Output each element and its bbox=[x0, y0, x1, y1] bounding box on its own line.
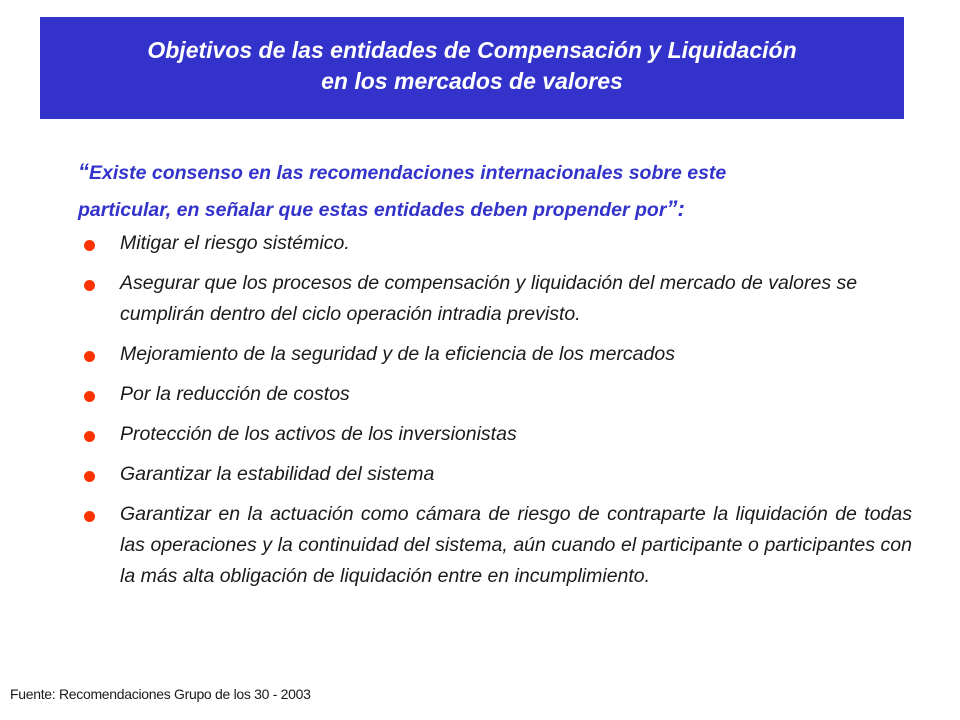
list-item bbox=[84, 339, 912, 370]
list-item-text: Por la reducción de costos bbox=[120, 383, 350, 405]
source-footnote: Fuente: Recomendaciones Grupo de los 30 - 2003 bbox=[10, 686, 311, 702]
intro-quote bbox=[78, 154, 878, 228]
bullet-dot-icon bbox=[84, 391, 95, 402]
list-item bbox=[84, 379, 912, 410]
title-line-2: en los mercados de valores bbox=[321, 68, 623, 94]
list-item-text: Protección de los activos de los inversionistas bbox=[120, 423, 517, 445]
intro-line-2 bbox=[78, 191, 878, 228]
bullet-dot-icon bbox=[84, 471, 95, 482]
objectives-list bbox=[84, 228, 912, 601]
intro-line-1 bbox=[78, 154, 878, 191]
list-item-text: Garantizar en la actuación como cámara de riesgo de contraparte la liquidación de todas las operaciones y la continuidad del sistema, aún cuando el participante o participantes con la más alta obligación de liquidación entre en incumplimiento. bbox=[120, 503, 912, 587]
list-item bbox=[84, 228, 912, 259]
list-item bbox=[84, 419, 912, 450]
bullet-dot-icon bbox=[84, 511, 95, 522]
list-item-text: Mejoramiento de la seguridad y de la eficiencia de los mercados bbox=[120, 343, 675, 365]
list-item bbox=[84, 459, 912, 490]
open-quote: “ bbox=[78, 159, 89, 184]
title-line-1: Objetivos de las entidades de Compensación y Liquidación bbox=[147, 37, 797, 63]
intro-text-2: particular, en señalar que estas entidades deben propender por bbox=[78, 199, 667, 221]
title-banner bbox=[40, 17, 904, 119]
close-quote: ”: bbox=[666, 196, 685, 221]
bullet-dot-icon bbox=[84, 280, 95, 291]
bullet-dot-icon bbox=[84, 431, 95, 442]
list-item-text: Garantizar la estabilidad del sistema bbox=[120, 463, 435, 485]
list-item-text: Asegurar que los procesos de compensación y liquidación del mercado de valores se cumplirán dentro del ciclo operación intradia previsto. bbox=[120, 272, 858, 325]
list-item bbox=[84, 499, 912, 592]
bullet-dot-icon bbox=[84, 351, 95, 362]
intro-text-1: Existe consenso en las recomendaciones internacionales sobre este bbox=[89, 162, 727, 184]
list-item bbox=[84, 268, 912, 330]
list-item-text: Mitigar el riesgo sistémico. bbox=[120, 232, 350, 254]
bullet-dot-icon bbox=[84, 240, 95, 251]
